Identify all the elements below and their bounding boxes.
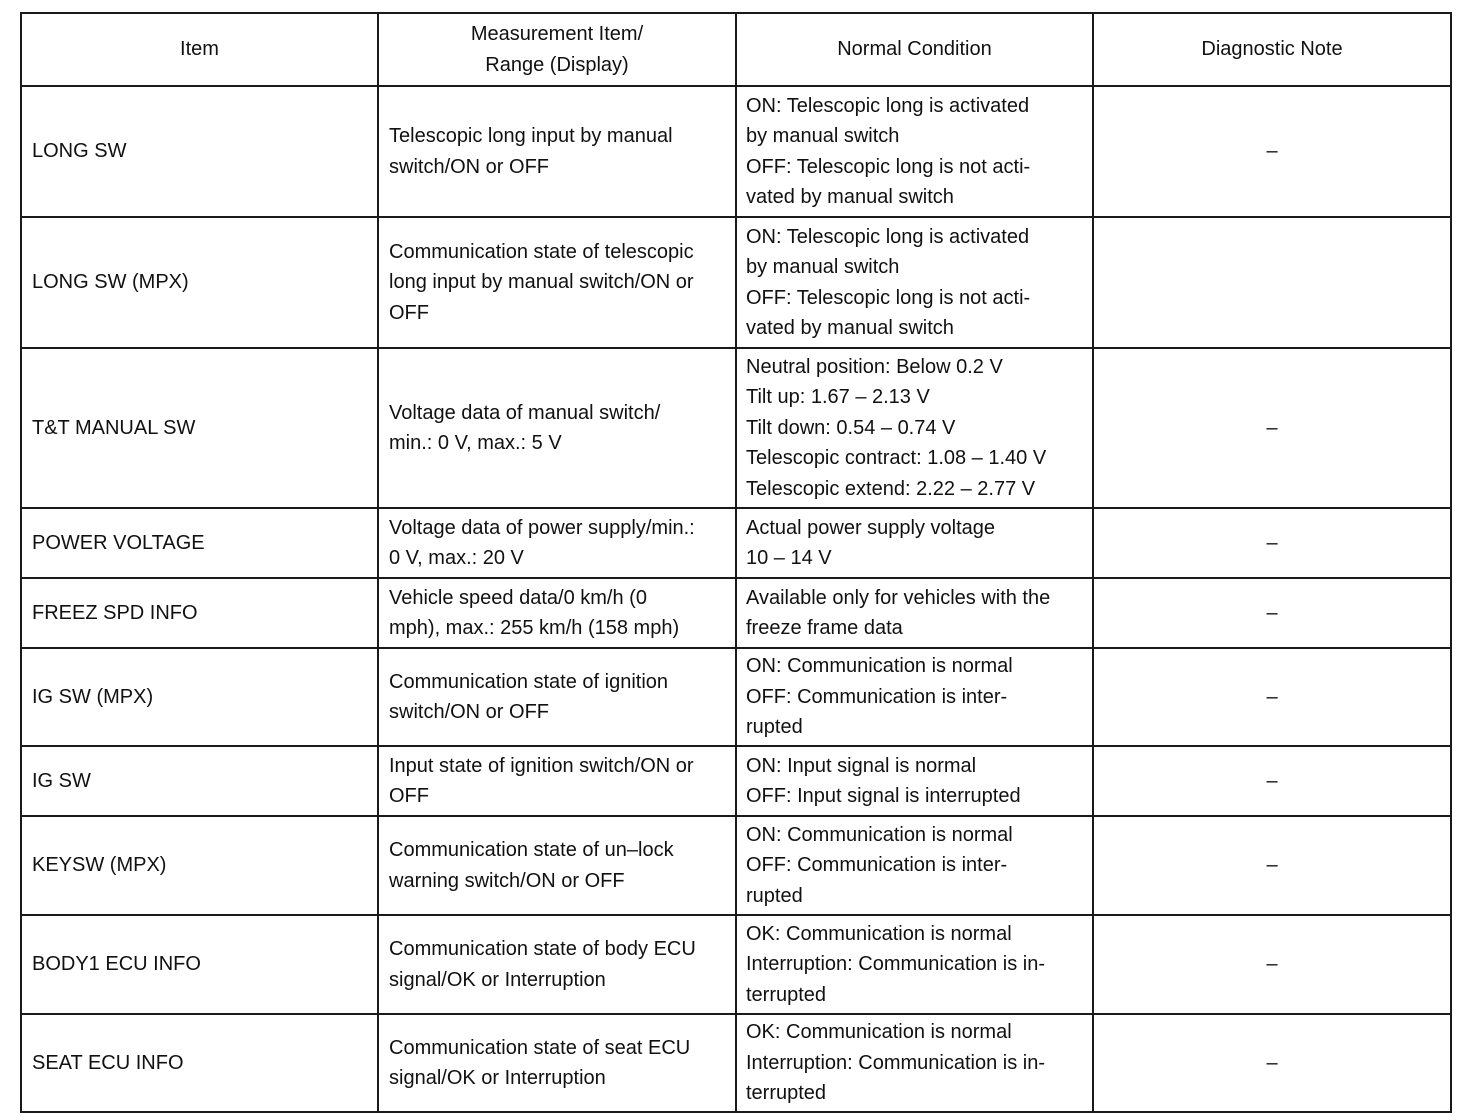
cell-measurement-line: Telescopic long input by manual (389, 125, 673, 147)
header-diagnostic-note: Diagnostic Note (1093, 13, 1451, 86)
table-row (21, 217, 1451, 348)
cell-diagnostic-note (1093, 86, 1451, 217)
cell-normal-condition (736, 915, 1093, 1014)
cell-measurement-line: signal/OK or Interruption (389, 1067, 606, 1089)
table-row (21, 86, 1451, 217)
header-normal-condition: Normal Condition (736, 13, 1093, 86)
cell-measurement (378, 816, 736, 915)
cell-measurement-line: Vehicle speed data/0 km/h (0 (389, 586, 647, 609)
cell-item: T&T MANUAL SW (21, 348, 378, 508)
cell-measurement (378, 746, 736, 816)
header-item: Item (21, 13, 378, 86)
cell-normal-condition (736, 648, 1093, 746)
cell-item: LONG SW (MPX) (21, 217, 378, 348)
cell-normal-condition-line: ON: Communication is normal (746, 823, 1013, 846)
diagnostic-note-value: – (1266, 953, 1278, 976)
table-row (21, 1014, 1451, 1112)
cell-item: IG SW (21, 746, 378, 816)
table-row (21, 816, 1451, 915)
cell-normal-condition-line: vated by manual switch (746, 186, 954, 208)
cell-normal-condition-line: OFF: Telescopic long is not acti- (746, 155, 1031, 178)
cell-normal-condition (736, 816, 1093, 915)
cell-diagnostic-note (1093, 746, 1451, 816)
cell-measurement-line: Communication state of telescopic (389, 240, 694, 263)
cell-measurement (378, 508, 736, 578)
cell-normal-condition (736, 1014, 1093, 1112)
cell-item: BODY1 ECU INFO (21, 915, 378, 1014)
cell-normal-condition-line: ON: Communication is normal (746, 655, 1013, 678)
cell-normal-condition-line: ON: Telescopic long is activated (746, 94, 1030, 117)
cell-normal-condition-line: Interruption: Communication is in- (746, 1051, 1046, 1074)
cell-normal-condition (736, 348, 1093, 508)
cell-normal-condition-line: Actual power supply voltage (746, 516, 996, 539)
cell-measurement-line: switch/ON or OFF (389, 701, 550, 723)
table-row (21, 746, 1451, 816)
cell-measurement-line: warning switch/ON or OFF (389, 869, 625, 892)
cell-diagnostic-note (1093, 217, 1451, 348)
table-row (21, 648, 1451, 746)
cell-normal-condition (736, 86, 1093, 217)
cell-measurement (378, 1014, 736, 1112)
cell-normal-condition-line: ON: Telescopic long is activated (746, 225, 1030, 248)
cell-diagnostic-note (1093, 816, 1451, 915)
cell-normal-condition-line: by manual switch (746, 256, 900, 278)
cell-normal-condition-line: Neutral position: Below 0.2 V (746, 355, 1003, 378)
diagnostic-note-value: – (1266, 1051, 1278, 1074)
diagnostic-note-value: – (1266, 854, 1278, 877)
cell-item: LONG SW (21, 86, 378, 217)
cell-normal-condition (736, 746, 1093, 816)
table-row (21, 508, 1451, 578)
cell-normal-condition-line: OK: Communication is normal (746, 1021, 1012, 1044)
cell-measurement-line: Communication state of ignition (389, 670, 669, 693)
cell-item: IG SW (MPX) (21, 648, 378, 746)
cell-measurement-line: signal/OK or Interruption (389, 968, 606, 991)
cell-measurement-line: long input by manual switch/ON or (389, 271, 694, 294)
cell-normal-condition-line: Telescopic contract: 1.08 – 1.40 V (746, 447, 1047, 470)
cell-normal-condition-line: Telescopic extend: 2.22 – 2.77 V (746, 477, 1036, 500)
table-row (21, 578, 1451, 648)
cell-normal-condition (736, 578, 1093, 648)
cell-measurement (378, 648, 736, 746)
cell-normal-condition-line: freeze frame data (746, 617, 903, 639)
cell-diagnostic-note (1093, 508, 1451, 578)
cell-measurement-line: Communication state of body ECU (389, 938, 696, 960)
cell-normal-condition-line: Tilt up: 1.67 – 2.13 V (746, 386, 930, 409)
cell-measurement (378, 217, 736, 348)
cell-measurement-line: Voltage data of power supply/min.: (389, 516, 695, 539)
cell-diagnostic-note (1093, 348, 1451, 508)
cell-measurement-line: 0 V, max.: 20 V (389, 547, 524, 569)
cell-normal-condition (736, 217, 1093, 348)
diagnostic-note-value: – (1266, 601, 1278, 624)
cell-normal-condition-line: OFF: Input signal is interrupted (746, 785, 1021, 807)
cell-measurement-line: Voltage data of manual switch/ (389, 401, 661, 424)
cell-normal-condition-line: by manual switch (746, 125, 900, 147)
cell-item: KEYSW (MPX) (21, 816, 378, 915)
cell-normal-condition (736, 508, 1093, 578)
cell-normal-condition-line: rupted (746, 716, 803, 739)
cell-normal-condition-line: terrupted (746, 1082, 827, 1105)
cell-diagnostic-note (1093, 1014, 1451, 1112)
cell-measurement-line: Input state of ignition switch/ON or (389, 754, 694, 777)
cell-item: FREEZ SPD INFO (21, 578, 378, 648)
cell-normal-condition-line: vated by manual switch (746, 317, 954, 339)
header-measurement-line2: Range (Display) (485, 53, 629, 76)
cell-measurement (378, 915, 736, 1014)
cell-measurement-line: min.: 0 V, max.: 5 V (389, 432, 562, 454)
cell-measurement-line: Communication state of un–lock (389, 839, 674, 861)
cell-normal-condition-line: OFF: Telescopic long is not acti- (746, 286, 1031, 309)
cell-normal-condition-line: Interruption: Communication is in- (746, 953, 1046, 976)
cell-normal-condition-line: rupted (746, 884, 803, 907)
diagnostic-note-value: – (1266, 140, 1278, 163)
diagnostic-note-value: – (1266, 416, 1278, 439)
cell-measurement-line: Communication state of seat ECU (389, 1036, 691, 1059)
table-body (21, 86, 1451, 1112)
cell-normal-condition-line: Available only for vehicles with the (746, 586, 1051, 609)
cell-normal-condition-line: OK: Communication is normal (746, 922, 1012, 945)
cell-normal-condition-line: ON: Input signal is normal (746, 754, 977, 777)
cell-normal-condition-line: OFF: Communication is inter- (746, 854, 1008, 877)
cell-measurement-line: OFF (389, 785, 429, 807)
table-row (21, 348, 1451, 508)
diagnostic-note-value: – (1266, 531, 1278, 554)
cell-normal-condition-line: 10 – 14 V (746, 547, 832, 569)
diagnostic-note-value: – (1266, 685, 1278, 708)
cell-measurement-line: switch/ON or OFF (389, 155, 550, 178)
cell-measurement (378, 578, 736, 648)
cell-measurement (378, 348, 736, 508)
cell-measurement-line: mph), max.: 255 km/h (158 mph) (389, 617, 680, 639)
cell-normal-condition-line: terrupted (746, 983, 827, 1006)
cell-item: POWER VOLTAGE (21, 508, 378, 578)
header-measurement (378, 13, 736, 86)
header-row (21, 13, 1451, 86)
diagnostic-note-value: – (1266, 769, 1278, 792)
cell-measurement-line: OFF (389, 301, 429, 324)
cell-item: SEAT ECU INFO (21, 1014, 378, 1112)
cell-normal-condition-line: OFF: Communication is inter- (746, 685, 1008, 708)
cell-normal-condition-line: Tilt down: 0.54 – 0.74 V (746, 416, 956, 439)
cell-diagnostic-note (1093, 915, 1451, 1014)
cell-diagnostic-note (1093, 648, 1451, 746)
header-measurement-line1: Measurement Item/ (470, 23, 644, 45)
cell-diagnostic-note (1093, 578, 1451, 648)
cell-measurement (378, 86, 736, 217)
data-monitor-table (20, 12, 1452, 1113)
table-row (21, 915, 1451, 1014)
